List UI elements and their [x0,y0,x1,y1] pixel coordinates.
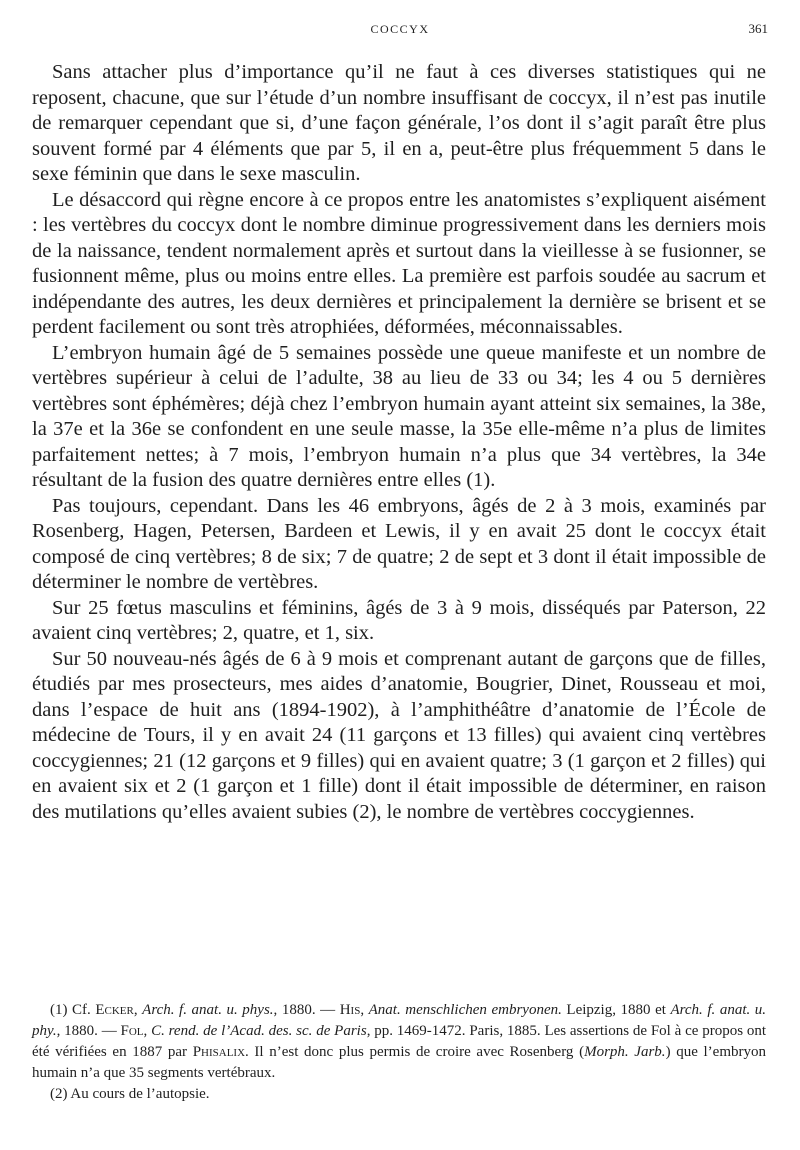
fn1-title-anat: Anat. menschlichen embryonen. [368,1002,562,1018]
fn1-text-6: , 1880. — [56,1023,121,1039]
fn1-text-3: , 1880. — [273,1002,340,1018]
paragraph-4: Pas toujours, cependant. Dans les 46 embryons, âgés de 2 à 3 mois, examinés par Rosenberg, Hagen, Petersen, Bardeen et Lewis, il y en avait 25 dont le coccyx était composé de cinq vertèbres; 8 de six; 7 de quatre; 2 de sept et 3 dont il était impossible de déterminer le nombre de vertèbres. [32,494,766,593]
footnote-1 [32,1000,766,1084]
fn1-journal-arch-1: Arch. f. anat. u. phys. [142,1002,274,1018]
page-number: 361 [748,21,768,36]
paragraph-3: L’embryon humain âgé de 5 semaines possède une queue manifeste et un nombre de vertèbres supérieur à celui de l’adulte, 38 au lieu de 33 ou 34; les 4 ou 5 dernières vertèbres sont éphémères; déjà chez l’embryon humain ayant atteint six semaines, la 38e, la 37e et la 36e se confondent en une seule masse, la 35e elle-même n’a plus de limites parfaitement nettes; à 7 mois, l’embryon humain n’a plus que 34 vertèbres, la 34e résultant de la fusion des quatre dernières entre elles (1). [32,341,766,491]
fn1-text-10: ) que l’embryon humain n’a que 35 segments vertébraux. [32,1044,766,1081]
fn1-text-5: Leipzig, 1880 et [561,1002,671,1018]
fn1-text-4: , [360,1002,369,1018]
fn1-text-2: , [133,1002,143,1018]
fn1-author-his: His [339,1002,361,1018]
fn1-author-fol: Fol [120,1023,144,1039]
body-text [32,60,766,825]
fn1-text-8: , pp. 1469-1472. Paris, 1885. Les assertions de Fol à ce propos ont été vérifiées en 1887 par [32,1023,767,1060]
fn1-text-7: , [143,1023,152,1039]
fn1-author-ecker: Ecker [95,1002,134,1018]
paragraph-6: Sur 50 nouveau-nés âgés de 6 à 9 mois et comprenant autant de garçons que de filles, étudiés par mes prosecteurs, mes aides d’anatomie, Bougrier, Dinet, Rousseau et moi, dans l’espace de huit ans (1894-1902), à l’amphithéâtre d’anatomie de l’École de médecine de Tours, il y en avait 24 (11 garçons et 13 filles) qui avaient cinq vertèbres coccygiennes; 21 (12 garçons et 9 filles) qui en avaient quatre; 3 (1 garçon et 2 filles) qui en avaient six et 2 (1 garçon et 1 fille) dont il était impossible de déterminer, en raison des mutilations qu’elles avaient subies (2), le nombre de vertèbres coccygiennes. [32,647,766,823]
footnotes [32,1000,766,1105]
running-header-title: COCCYX [370,22,430,36]
footnote-2: (2) Au cours de l’autopsie. [50,1086,210,1102]
fn1-journal-crend: C. rend. de l’Acad. des. sc. de Paris [151,1023,367,1039]
fn1-text-9: . Il n’est donc plus permis de croire avec Rosenberg ( [245,1044,585,1060]
paragraph-2: Le désaccord qui règne encore à ce propos entre les anatomistes s’expliquent aisément : les vertèbres du coccyx dont le nombre diminue progressivement dans les derniers mois de la naissance, tendent normalement après et surtout dans la vieillesse à se fusionner, se fusionnent même, plus ou moins entre elles. La première est parfois soudée au sacrum et indépendante des autres, les deux dernières et principalement la dernière se brisent et se perdent facilement ou sont très atrophiées, déformées, méconnaissables. [32,188,766,338]
paragraph-5: Sur 25 fœtus masculins et féminins, âgés de 3 à 9 mois, disséqués par Paterson, 22 avaient cinq vertèbres; 2, quatre, et 1, six. [32,596,766,644]
fn1-author-phisalix: Phisalix [192,1044,246,1060]
fn1-text-1: (1) Cf. [50,1002,96,1018]
fn1-journal-morph: Morph. Jarb. [584,1044,666,1060]
fn1-journal-arch-2: Arch. f. anat. u. phy. [32,1002,767,1039]
paragraph-1: Sans attacher plus d’importance qu’il ne faut à ces diverses statistiques qui ne reposent, chacune, que sur l’étude d’un nombre insuffisant de coccyx, il n’est pas inutile de remarquer cependant que si, d’une façon générale, l’os dont il s’agit paraît être plus souvent formé par 4 éléments que par 5, il en a, peut-être plus fréquemment 5 dans le sexe féminin que dans le sexe masculin. [32,61,766,185]
